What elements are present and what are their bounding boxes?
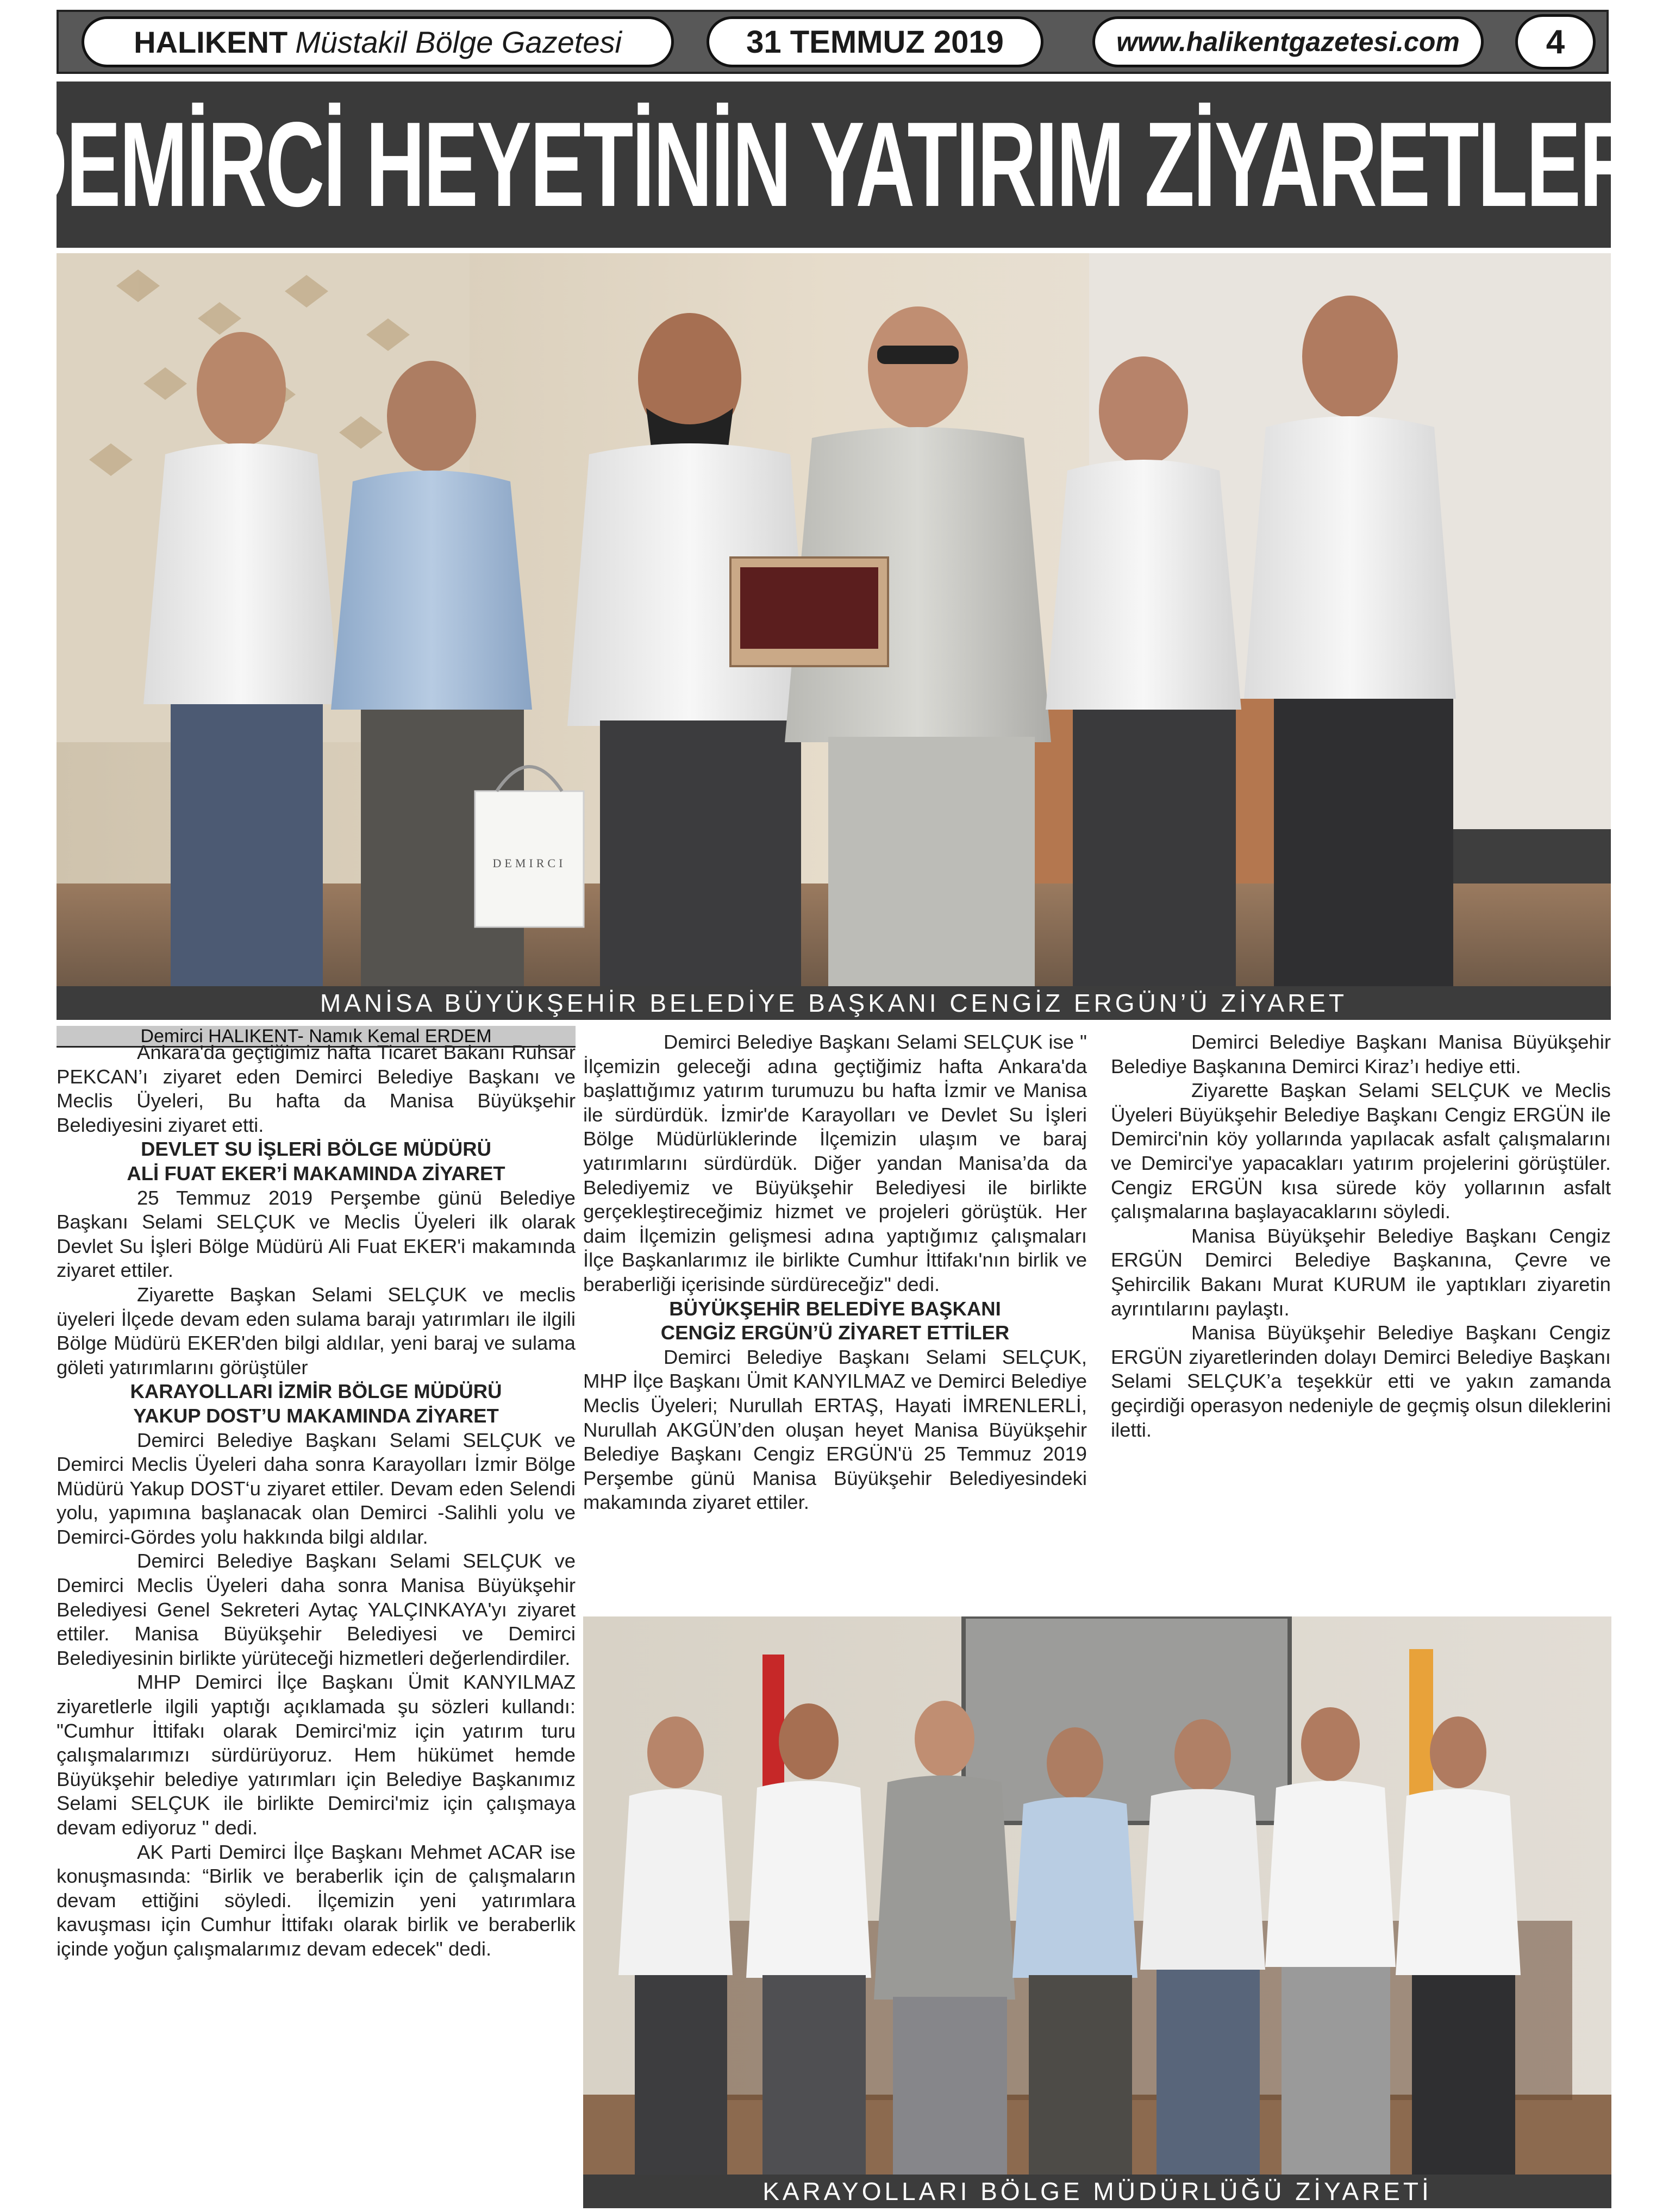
website-link[interactable]: www.halikentgazetesi.com (1092, 16, 1484, 67)
bag-label: DEMIRCI (492, 856, 566, 870)
paper-subtitle: Müstakil Bölge Gazetesi (295, 24, 622, 59)
paragraph-12: Manisa Büyükşehir Belediye Başkanı Cengiz ERGÜN Demirci Belediye Başkanına, Çevre ve Şehircilik Bakanı Murat KURUM ile yaptıkları ziyaretin ayrıntılarını paylaştı. (1111, 1224, 1611, 1320)
paragraph-13: Manisa Büyükşehir Belediye Başkanı Cengiz ERGÜN ziyaretlerinden dolayı Demirci Belediye Başkanı Selami SELÇUK’a teşekkür etti ve yakın zamanda geçirdiği operasyon nedeniyle de geçmiş olsun dileklerini iletti. (1111, 1321, 1611, 1441)
paper-name (82, 16, 674, 67)
headline-text: DEMİRCİ HEYETİNİN YATIRIM ZİYARETLERİ (8, 97, 1659, 232)
paragraph-10: Demirci Belediye Başkanı Manisa Büyükşehir Belediye Başkanına Demirci Kiraz’ı hediye etti. (1111, 1031, 1611, 1077)
paragraph-9: Demirci Belediye Başkanı Selami SELÇUK, MHP İlçe Başkanı Ümit KANYILMAZ ve Demirci Belediye Meclis Üyeleri; Nurullah ERTAŞ, Hayati İMRENLERLİ, Nurullah AKGÜN’den oluşan heyet Manisa Büyükşehir Belediye Başkanı Cengiz ERGÜN'ü 25 Temmuz 2019 Perşembe günü Manisa Büyükşehir Belediyesindeki makamında ziyaret ettiler. (583, 1345, 1087, 1514)
paragraph-7: AK Parti Demirci İlçe Başkanı Mehmet ACAR ise konuşmasında: “Birlik ve beraberlik için de çalışmaların devam ettiğini söyledi. İlçemizin yeni yatırımlara kavuşması için Cumhur İttifakı olarak birlik ve beraberlik içinde yoğun çalışmalarımız devam edecek" dedi. (57, 1840, 576, 1960)
paper-title: HALIKENT (134, 24, 288, 59)
paragraph-11: Ziyarette Başkan Selami SELÇUK ve Meclis Üyeleri Büyükşehir Belediye Başkanı Cengiz ERGÜN ile Demirci'nin köy yollarında yapılacak asfalt çalışmalarını ve Demirci'ye yapacakları yatırım projelerini görüştüler. Cengiz ERGÜN kısa sürede köy yollarının asfalt çalışmalarına başlayacaklarını söyledi. (1111, 1079, 1611, 1223)
byline: Demirci HALIKENT- Namık Kemal ERDEM (57, 1026, 576, 1048)
top-photo-caption: MANİSA BÜYÜKŞEHİR BELEDİYE BAŞKANI CENGİZ ERGÜN’Ü ZİYARET (57, 986, 1611, 1020)
bottom-photo-caption: KARAYOLLARI BÖLGE MÜDÜRLÜĞÜ ZİYARETİ (583, 2175, 1611, 2208)
page-number: 4 (1515, 14, 1596, 70)
paragraph-5: Demirci Belediye Başkanı Selami SELÇUK ve Demirci Meclis Üyeleri daha sonra Manisa Büyükşehir Belediyesi Genel Sekreteri Aytaç YALÇINKAYA'yı ziyaret ettiler. Manisa Büyükşehir Belediyesi ve Demirci Belediyesinin birlikte yürüteceği hizmetleri değerlendirdiler. (57, 1550, 576, 1669)
paragraph-8: Demirci Belediye Başkanı Selami SELÇUK ise " İlçemizin geleceği adına geçtiğimiz hafta Ankara'da başlattığımız yatırım turumuzu bu hafta İzmir ve Manisa ile sürdürdük. İzmir'de Karayolları ve Devlet Su İşleri Bölge Müdürlüklerinde İlçemizin ulaşım ve baraj yatırımlarını sürdürdük. Diğer yandan Manisa’da da Belediyemiz ve Büyükşehir Belediyesi ile birlikte gerçekleştireceğimiz hizmet ve projeleri görüştük. Her daim İlçemizin gelişmesi adına yaptığımız çalışmaları İlçe Başkanlarımız ile birlikte Cumhur İttifakı'nın birlik ve beraberliği içerisinde sürdüreceğiz" dedi. (583, 1031, 1087, 1295)
subheading-karayollari: KARAYOLLARI İZMİR BÖLGE MÜDÜRÜ YAKUP DOST’U MAKAMINDA ZİYARET (130, 1380, 502, 1427)
headline (8, 82, 1659, 248)
cherry-box (730, 557, 888, 666)
paragraph-4: Demirci Belediye Başkanı Selami SELÇUK ve Demirci Meclis Üyeleri daha sonra Karayolları İzmir Bölge Müdürü Yakup DOST‘u ziyaret ettiler. Devam eden Selendi yolu, yapımına başlanacak olan Demirci -Salihli yolu ve Demirci-Gördes yolu hakkında bilgi aldılar. (57, 1428, 576, 1548)
paragraph-2: 25 Temmuz 2019 Perşembe günü Belediye Başkanı Selami SELÇUK ve Meclis Üyeleri ilk olarak Devlet Su İşleri Bölge Müdürü Ali Fuat EKER'i makamında ziyaret ettiler. (57, 1186, 576, 1282)
paragraph-3: Ziyarette Başkan Selami SELÇUK ve meclis üyeleri İlçede devam eden sulama barajı yatırımları ile ilgili Bölge Müdürü EKER'den bilgi aldılar, yeni baraj ve sulama göleti yatırımlarını görüştüler (57, 1283, 576, 1378)
issue-date: 31 TEMMUZ 2019 (707, 16, 1043, 67)
bottom-photo (583, 1616, 1611, 2175)
paragraph-1: Ankara'da geçtiğimiz hafta Ticaret Bakanı Ruhsar PEKCAN’ı ziyaret eden Demirci Belediye Başkanı ve Meclis Üyeleri, Bu hafta da Manisa Büyükşehir Belediyesini ziyaret etti. (57, 1041, 576, 1136)
column-3 (1111, 1030, 1611, 1442)
gift-bag (475, 767, 584, 927)
column-2 (583, 1030, 1087, 1515)
top-photo (57, 253, 1611, 986)
paragraph-6: MHP Demirci İlçe Başkanı Ümit KANYILMAZ ziyaretlerle ilgili yaptığı açıklamada şu sözleri kullandı: "Cumhur İttifakı olarak Demirci'miz için yatırım turu çalışmalarımızı sürdürüyoruz. Hem hükümet hemde Büyükşehir belediye yatırımları için Belediye Başkanımız Selami SELÇUK ile birlikte Demirci'miz için çalışmaya devam ediyoruz " dedi. (57, 1671, 576, 1839)
subheading-dsi: DEVLET SU İŞLERİ BÖLGE MÜDÜRÜ ALİ FUAT EKER’İ MAKAMINDA ZİYARET (127, 1138, 505, 1185)
column-1 (57, 1041, 576, 1962)
subheading-buyuksehir: BÜYÜKŞEHİR BELEDİYE BAŞKANI CENGİZ ERGÜN’Ü ZİYARET ETTİLER (660, 1297, 1010, 1344)
